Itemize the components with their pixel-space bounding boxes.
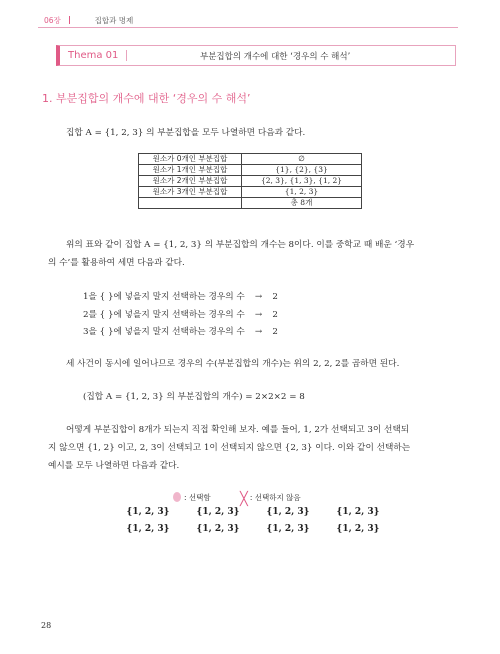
table-cell: {1}, {2}, {3}	[242, 165, 362, 176]
paragraph-line: 세 사건이 동시에 일어나므로 경우의 수(부분집합의 개수)는 위의 2, 2, 2를 곱하면 된다.	[66, 359, 400, 369]
header-divider	[69, 16, 70, 24]
paragraph-line: 의 수’를 활용하여 세면 다음과 같다.	[48, 258, 185, 268]
table-row	[139, 187, 362, 198]
choice-text: 3을 { }에 넣을지 말지 선택하는 경우의 수	[83, 327, 245, 337]
cross-mark-icon: ╳	[240, 492, 248, 507]
thema-title: 부분집합의 개수에 대한 ‘경우의 수 해석’	[200, 52, 351, 62]
set-example: {1, 2, 3}	[336, 507, 380, 517]
table-row	[139, 154, 362, 165]
table-row	[139, 198, 362, 209]
set-example: {1, 2, 3}	[126, 524, 170, 534]
table-cell: 원소가 1개인 부분집합	[139, 165, 242, 176]
choice-value: 2	[272, 327, 278, 337]
legend-not-selected	[240, 492, 301, 507]
subset-table	[138, 153, 362, 209]
page-number: 28	[41, 621, 52, 630]
choice-row	[83, 308, 278, 320]
chapter-label: 06장	[44, 16, 61, 25]
table-cell: ∅	[242, 154, 362, 165]
set-example: {1, 2, 3}	[266, 524, 310, 534]
set-example: {1, 2, 3}	[196, 524, 240, 534]
subject-label: 집합과 명제	[94, 16, 134, 25]
choice-row	[83, 290, 278, 302]
thema-label: Thema 01	[68, 50, 119, 61]
set-example: {1, 2, 3}	[196, 507, 240, 517]
paragraph-line: 위의 표와 같이 집합 A = {1, 2, 3} 의 부분집합의 개수는 8이다. 이를 중학교 때 배운 ‘경우	[66, 240, 415, 250]
paragraph-line: 예시를 모두 나열하면 다음과 같다.	[48, 461, 180, 471]
table-row	[139, 176, 362, 187]
legend-selected-label: : 선택함	[184, 493, 211, 502]
choice-row	[83, 325, 278, 337]
arrow-icon: →	[254, 327, 263, 337]
table-cell	[139, 198, 242, 209]
choice-value: 2	[272, 310, 278, 320]
arrow-icon: →	[254, 292, 263, 302]
running-header	[44, 15, 133, 26]
formula: (집합 A = {1, 2, 3} 의 부분집합의 개수) = 2×2×2 = 8	[83, 392, 305, 402]
set-example: {1, 2, 3}	[266, 507, 310, 517]
table-cell: 원소가 3개인 부분집합	[139, 187, 242, 198]
selected-mark-icon	[173, 492, 181, 502]
arrow-icon: →	[254, 310, 263, 320]
table-cell: {1, 2, 3}	[242, 187, 362, 198]
choice-text: 1을 { }에 넣을지 말지 선택하는 경우의 수	[83, 292, 245, 302]
set-example: {1, 2, 3}	[336, 524, 380, 534]
header-rule	[38, 27, 458, 28]
table-cell: {2, 3}, {1, 3}, {1, 2}	[242, 176, 362, 187]
table-cell: 총 8개	[242, 198, 362, 209]
thema-banner	[56, 45, 456, 66]
paragraph-line: 지 않으면 {1, 2} 이고, 2, 3이 선택되고 1이 선택되지 않으면 {2, 3} 이다. 이와 같이 선택하는	[48, 443, 411, 453]
paragraph-line: 어떻게 부분집합이 8개가 되는지 직접 확인해 보자. 예를 들어, 1, 2가 선택되고 3이 선택되	[66, 425, 410, 435]
choice-value: 2	[272, 292, 278, 302]
set-row	[118, 507, 388, 524]
thema-divider	[126, 50, 127, 61]
subset-examples	[118, 507, 388, 541]
choice-text: 2를 { }에 넣을지 말지 선택하는 경우의 수	[83, 310, 245, 320]
legend-selected	[173, 492, 211, 503]
table-cell: 원소가 0개인 부분집합	[139, 154, 242, 165]
intro-text: 집합 A = {1, 2, 3} 의 부분집합을 모두 나열하면 다음과 같다.	[66, 128, 306, 138]
set-example: {1, 2, 3}	[126, 507, 170, 517]
table-row	[139, 165, 362, 176]
table-cell: 원소가 2개인 부분집합	[139, 176, 242, 187]
legend-not-selected-label: : 선택하지 않음	[249, 493, 301, 502]
section-title: 1. 부분집합의 개수에 대한 ‘경우의 수 해석’	[42, 92, 251, 105]
set-row	[118, 524, 388, 541]
